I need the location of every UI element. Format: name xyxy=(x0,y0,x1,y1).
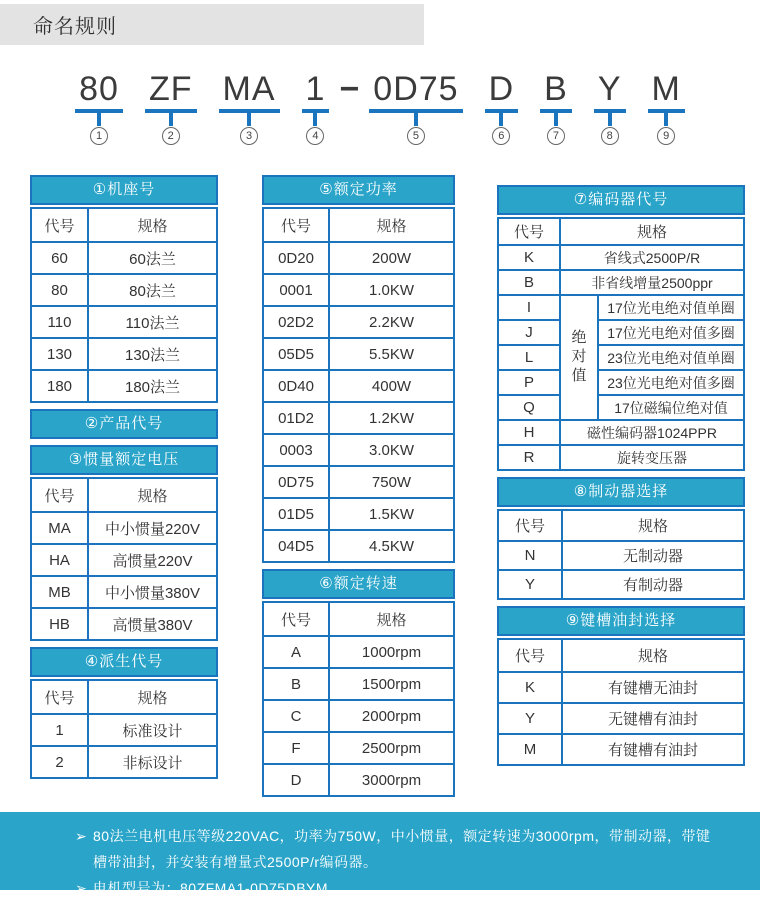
table-title-derivative: ④派生代号 xyxy=(30,647,218,677)
cell-spec: 无制动器 xyxy=(561,540,743,569)
cell-code: 60 xyxy=(32,241,87,273)
model-code-diagram xyxy=(0,72,760,145)
code-separator-dash: − xyxy=(339,70,360,108)
footer-note xyxy=(0,812,760,896)
table-body-frame xyxy=(30,207,218,403)
col-header-spec: 规格 xyxy=(87,209,216,241)
cell-code: MB xyxy=(32,575,87,607)
code-segment-text: B xyxy=(544,70,568,108)
col-header-code: 代号 xyxy=(513,224,544,241)
column-middle xyxy=(262,175,455,803)
cell-spec: 非标设计 xyxy=(87,745,216,777)
col-header-spec: 规格 xyxy=(561,640,743,671)
col-header-spec: 规格 xyxy=(328,603,453,635)
code-stem-line xyxy=(247,113,251,126)
col-header-spec: 规格 xyxy=(87,681,216,713)
column-left xyxy=(30,175,218,785)
code-segment-5 xyxy=(369,72,462,145)
code-stem-line xyxy=(499,113,503,126)
cell-spec: 高惯量380V xyxy=(87,607,216,639)
code-stem-line xyxy=(414,113,418,126)
cell-spec: 磁性编码器1024PPR xyxy=(559,419,743,444)
table-body-keyway-seal xyxy=(497,638,745,766)
cell-code: 04D5 xyxy=(264,529,328,561)
cell-spec: 130法兰 xyxy=(87,337,216,369)
table-encoder xyxy=(497,185,745,471)
cell-code: 1 xyxy=(32,713,87,745)
cell-code: HB xyxy=(32,607,87,639)
cell-code: P xyxy=(499,369,559,394)
cell-code: I xyxy=(499,294,559,319)
cell-spec: 1000rpm xyxy=(328,635,453,667)
page-title-text: 命名规则 xyxy=(33,16,117,38)
cell-spec: 17位光电绝对值多圈 xyxy=(597,319,743,344)
cell-spec: 有键槽有油封 xyxy=(561,733,743,764)
cell-spec: 2000rpm xyxy=(328,699,453,731)
cell-spec: 400W xyxy=(328,369,453,401)
table-product-code xyxy=(30,409,218,439)
cell-code: 01D5 xyxy=(264,497,328,529)
cell-code: L xyxy=(499,344,559,369)
col-header-code: 代号 xyxy=(514,518,545,535)
code-segment-text: D xyxy=(488,70,515,108)
cell-code: A xyxy=(264,635,328,667)
cell-spec: 省线式2500P/R xyxy=(559,244,743,269)
cell-code: 02D2 xyxy=(264,305,328,337)
cell-code: Q xyxy=(499,394,559,419)
cell-spec: 3000rpm xyxy=(328,763,453,795)
col-header-spec: 规格 xyxy=(559,219,743,244)
code-segment-text: M xyxy=(651,70,681,108)
table-title-power: ⑤额定功率 xyxy=(262,175,455,205)
cell-code: N xyxy=(499,540,561,569)
cell-spec: 5.5KW xyxy=(328,337,453,369)
cell-spec: 1500rpm xyxy=(328,667,453,699)
code-segment-4 xyxy=(302,72,330,145)
col-header-code: 代号 xyxy=(514,648,545,665)
cell-code: MA xyxy=(32,511,87,543)
group-label-char: 值 xyxy=(571,366,587,384)
table-frame xyxy=(30,175,218,403)
col-header-code: 代号 xyxy=(44,217,75,235)
table-body-derivative xyxy=(30,679,218,779)
table-inertia-voltage xyxy=(30,445,218,641)
cell-spec: 110法兰 xyxy=(87,305,216,337)
cell-spec: 有制动器 xyxy=(561,569,743,598)
cell-spec: 旋转变压器 xyxy=(559,444,743,469)
group-label-char: 对 xyxy=(571,348,587,366)
code-marker-circle: 8 xyxy=(601,127,619,145)
cell-spec: 高惯量220V xyxy=(87,543,216,575)
cell-code: R xyxy=(499,444,559,469)
table-body-speed xyxy=(262,601,455,797)
table-derivative xyxy=(30,647,218,779)
cell-code: D xyxy=(264,763,328,795)
cell-code: 2 xyxy=(32,745,87,777)
code-segment-text: 0D75 xyxy=(373,70,459,108)
cell-code: 110 xyxy=(32,305,87,337)
cell-code: C xyxy=(264,699,328,731)
column-right xyxy=(497,185,745,772)
cell-spec: 标准设计 xyxy=(87,713,216,745)
code-marker-circle: 9 xyxy=(657,127,675,145)
code-marker-circle: 7 xyxy=(547,127,565,145)
cell-code: K xyxy=(499,244,559,269)
cell-code: 0D75 xyxy=(264,465,328,497)
cell-spec: 200W xyxy=(328,241,453,273)
cell-spec: 非省线增量2500ppr xyxy=(559,269,743,294)
code-marker-circle: 1 xyxy=(90,127,108,145)
col-header-spec: 规格 xyxy=(87,479,216,511)
cell-spec: 180法兰 xyxy=(87,369,216,401)
table-title-product-code: ②产品代号 xyxy=(30,409,218,439)
bullet-arrow-icon: ➢ xyxy=(75,880,88,896)
code-stem-line xyxy=(169,113,173,126)
col-header-code: 代号 xyxy=(280,217,311,235)
cell-spec: 1.2KW xyxy=(328,401,453,433)
footer-bullet xyxy=(75,823,722,875)
table-title-inertia-voltage: ③惯量额定电压 xyxy=(30,445,218,475)
table-body-encoder xyxy=(497,217,745,471)
table-body-power xyxy=(262,207,455,563)
footer-bullet-text: 80法兰电机电压等级220VAC，功率为750W，中小惯量，额定转速为3000rpm，带制动器，带键槽带油封，并安装有增量式2500P/r编码器。 xyxy=(93,828,711,870)
cell-code: Y xyxy=(499,569,561,598)
code-segment-2 xyxy=(145,72,197,145)
code-stem-line xyxy=(608,113,612,126)
cell-code: Y xyxy=(499,702,561,733)
col-header-code: 代号 xyxy=(280,611,311,629)
group-label-char: 绝 xyxy=(571,329,587,347)
cell-code: B xyxy=(499,269,559,294)
cell-spec: 17位光电绝对值单圈 xyxy=(597,294,743,319)
code-segment-text: 1 xyxy=(305,70,326,108)
cell-code: 180 xyxy=(32,369,87,401)
cell-spec: 1.5KW xyxy=(328,497,453,529)
code-stem-line xyxy=(664,113,668,126)
cell-spec: 2.2KW xyxy=(328,305,453,337)
cell-code: F xyxy=(264,731,328,763)
cell-code: 0D40 xyxy=(264,369,328,401)
code-segment-8 xyxy=(594,72,626,145)
table-body-inertia-voltage xyxy=(30,477,218,641)
cell-spec: 60法兰 xyxy=(87,241,216,273)
code-segment-text: 80 xyxy=(79,70,119,108)
col-header-code: 代号 xyxy=(44,689,75,707)
table-title-keyway-seal: ⑨键槽油封选择 xyxy=(497,606,745,636)
table-speed xyxy=(262,569,455,797)
table-title-frame: ①机座号 xyxy=(30,175,218,205)
code-marker-circle: 2 xyxy=(162,127,180,145)
footer-bullet xyxy=(75,875,722,901)
cell-spec: 4.5KW xyxy=(328,529,453,561)
cell-spec: 3.0KW xyxy=(328,433,453,465)
col-header-spec: 规格 xyxy=(328,209,453,241)
page-title xyxy=(0,4,424,45)
code-stem-line xyxy=(313,113,317,126)
code-segment-text: ZF xyxy=(148,70,193,108)
cell-code: H xyxy=(499,419,559,444)
table-title-encoder: ⑦编码器代号 xyxy=(497,185,745,215)
code-segment-7 xyxy=(540,72,572,145)
cell-spec: 17位磁编位绝对值 xyxy=(597,394,743,419)
cell-spec: 1.0KW xyxy=(328,273,453,305)
cell-spec: 有键槽无油封 xyxy=(561,671,743,702)
code-segment-1 xyxy=(75,72,123,145)
cell-code: 05D5 xyxy=(264,337,328,369)
cell-spec: 750W xyxy=(328,465,453,497)
cell-code: 0003 xyxy=(264,433,328,465)
table-title-speed: ⑥额定转速 xyxy=(262,569,455,599)
code-stem-line xyxy=(554,113,558,126)
cell-spec: 80法兰 xyxy=(87,273,216,305)
cell-code: B xyxy=(264,667,328,699)
code-segment-text: MA xyxy=(222,70,276,108)
cell-spec: 中小惯量220V xyxy=(87,511,216,543)
code-marker-circle: 6 xyxy=(492,127,510,145)
cell-spec: 2500rpm xyxy=(328,731,453,763)
table-title-brake: ⑧制动器选择 xyxy=(497,477,745,507)
col-header-spec: 规格 xyxy=(561,511,743,540)
code-segment-9 xyxy=(648,72,685,145)
table-keyway-seal xyxy=(497,606,745,766)
cell-spec: 中小惯量380V xyxy=(87,575,216,607)
cell-code: 0001 xyxy=(264,273,328,305)
code-marker-circle: 3 xyxy=(240,127,258,145)
table-brake xyxy=(497,477,745,600)
cell-group-label xyxy=(559,294,597,419)
cell-code: 130 xyxy=(32,337,87,369)
col-header-code: 代号 xyxy=(44,487,75,505)
cell-spec: 无键槽有油封 xyxy=(561,702,743,733)
cell-spec: 23位光电绝对值多圈 xyxy=(597,369,743,394)
code-stem-line xyxy=(97,113,101,126)
code-segment-text: Y xyxy=(597,70,622,108)
cell-code: 80 xyxy=(32,273,87,305)
cell-spec: 23位光电绝对值单圈 xyxy=(597,344,743,369)
table-body-brake xyxy=(497,509,745,600)
cell-code: 0D20 xyxy=(264,241,328,273)
code-segment-6 xyxy=(485,72,519,145)
bullet-arrow-icon: ➢ xyxy=(75,828,88,844)
footer-bullet-text: 电机型号为：80ZFMA1-0D75DBYM xyxy=(93,880,329,896)
cell-code: K xyxy=(499,671,561,702)
table-power xyxy=(262,175,455,563)
cell-code: M xyxy=(499,733,561,764)
code-marker-circle: 5 xyxy=(407,127,425,145)
code-marker-circle: 4 xyxy=(306,127,324,145)
code-segment-3 xyxy=(219,72,280,145)
cell-code: 01D2 xyxy=(264,401,328,433)
cell-code: HA xyxy=(32,543,87,575)
cell-code: J xyxy=(499,319,559,344)
